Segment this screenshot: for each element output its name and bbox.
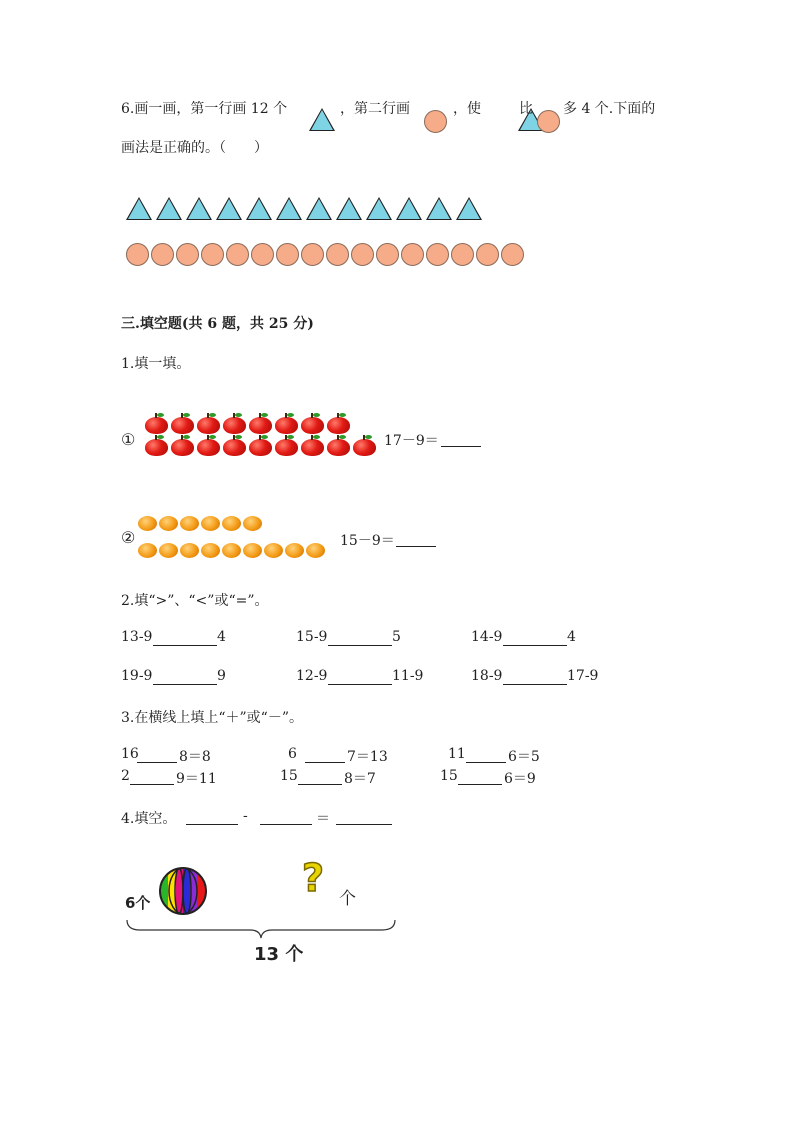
compare-left: 14-9 xyxy=(471,629,503,645)
compare-right: 4 xyxy=(567,629,576,645)
circle-icon xyxy=(176,243,199,266)
orange-icon xyxy=(138,543,157,558)
equals-sign: ＝ xyxy=(316,811,330,827)
q6-text-e: 多 4 个.下面的 xyxy=(563,101,656,117)
circle-icon xyxy=(301,243,324,266)
apple-icon xyxy=(171,439,194,456)
circle-icon xyxy=(376,243,399,266)
circle-icon xyxy=(126,243,149,266)
op-right: 9＝11 xyxy=(176,771,217,787)
q3-title: 3.在横线上填上“＋”或“－”。 xyxy=(121,710,303,726)
compare-left: 12-9 xyxy=(296,668,328,684)
apple-icon xyxy=(353,439,376,456)
circle-icon xyxy=(426,243,449,266)
operator-blank[interactable] xyxy=(466,748,506,763)
circle-icon xyxy=(326,243,349,266)
orange-row-1 xyxy=(138,516,327,531)
op-left: 2 xyxy=(121,768,130,784)
q6-line1 xyxy=(121,98,287,118)
oranges-image xyxy=(138,516,327,558)
circle-icon xyxy=(501,243,524,266)
op-right: 6＝5 xyxy=(508,749,540,765)
orange-icon xyxy=(180,516,199,531)
op-right: 6＝9 xyxy=(504,771,536,787)
circle-icon xyxy=(476,243,499,266)
apple-icon xyxy=(223,439,246,456)
triangle-icon xyxy=(246,197,272,220)
circle-icon xyxy=(226,243,249,266)
unknown-count-label: 个 xyxy=(339,889,356,909)
compare-right: 9 xyxy=(217,668,226,684)
compare-left: 15-9 xyxy=(296,629,328,645)
triangle-icon xyxy=(309,108,335,131)
circle-row xyxy=(126,243,524,266)
item-marker-2: ② xyxy=(121,528,136,547)
compare-right: 5 xyxy=(392,629,401,645)
circle-icon xyxy=(276,243,299,266)
op-right: 7＝13 xyxy=(347,749,388,765)
orange-icon xyxy=(222,516,241,531)
apple-icon xyxy=(249,417,272,434)
section-title: 三.填空题(共 6 题，共 25 分) xyxy=(121,316,314,332)
op-right: 8＝8 xyxy=(179,749,211,765)
item2-expression: 15－9＝ xyxy=(340,533,395,549)
compare-blank[interactable] xyxy=(328,631,392,646)
apple-icon xyxy=(197,439,220,456)
q2-title: 2.填“>”、“<”或“=”。 xyxy=(121,593,269,609)
triangle-icon xyxy=(126,197,152,220)
operator-blank[interactable] xyxy=(130,770,174,785)
op-left: 15 xyxy=(440,768,458,784)
triangle-icon xyxy=(456,197,482,220)
apple-icon xyxy=(249,439,272,456)
compare-blank[interactable] xyxy=(503,631,567,646)
curly-brace xyxy=(126,918,396,940)
circle-icon xyxy=(151,243,174,266)
compare-right: 4 xyxy=(217,629,226,645)
apple-icon xyxy=(223,417,246,434)
q6-text-c: ，使 xyxy=(453,101,481,117)
circle-icon xyxy=(251,243,274,266)
apple-icon xyxy=(145,417,168,434)
triangle-icon xyxy=(216,197,242,220)
apple-icon xyxy=(301,417,324,434)
triangle-icon xyxy=(276,197,302,220)
op-left: 16 xyxy=(121,746,139,762)
triangle-icon xyxy=(306,197,332,220)
operator-blank[interactable] xyxy=(137,748,177,763)
circle-icon xyxy=(351,243,374,266)
apple-icon xyxy=(197,417,220,434)
triangle-icon xyxy=(426,197,452,220)
compare-blank[interactable] xyxy=(503,670,567,685)
compare-blank[interactable] xyxy=(328,670,392,685)
triangle-icon xyxy=(336,197,362,220)
apple-icon xyxy=(275,417,298,434)
minus-sign: - xyxy=(243,808,248,824)
q6-text-a: 6.画一画，第一行画 12 个 xyxy=(121,101,288,117)
orange-icon xyxy=(243,516,262,531)
triangle-icon xyxy=(366,197,392,220)
orange-icon xyxy=(264,543,283,558)
orange-icon xyxy=(222,543,241,558)
q6-text-d: 比 xyxy=(519,101,533,117)
apple-row-2 xyxy=(145,439,379,456)
apple-icon xyxy=(275,439,298,456)
answer-blank[interactable] xyxy=(186,810,238,825)
apple-icon xyxy=(327,417,350,434)
apple-icon xyxy=(145,439,168,456)
op-left: 6 xyxy=(288,746,297,762)
orange-icon xyxy=(159,543,178,558)
orange-icon xyxy=(201,543,220,558)
op-left: 15 xyxy=(280,768,298,784)
operator-blank[interactable] xyxy=(298,770,342,785)
triangle-row xyxy=(126,197,482,220)
total-count-label: 13 个 xyxy=(254,944,304,965)
circle-icon xyxy=(537,110,560,133)
circle-icon xyxy=(401,243,424,266)
circle-icon xyxy=(451,243,474,266)
answer-blank[interactable] xyxy=(260,810,312,825)
orange-icon xyxy=(285,543,304,558)
op-left: 11 xyxy=(448,746,466,762)
orange-row-2 xyxy=(138,543,327,558)
compare-left: 13-9 xyxy=(121,629,153,645)
q1-title: 1.填一填。 xyxy=(121,356,191,372)
orange-icon xyxy=(306,543,325,558)
circle-icon xyxy=(201,243,224,266)
answer-blank[interactable] xyxy=(441,432,481,447)
question-mark-icon: ? xyxy=(302,856,325,900)
compare-right: 17-9 xyxy=(567,668,599,684)
orange-icon xyxy=(201,516,220,531)
circle-icon xyxy=(424,110,447,133)
compare-right: 11-9 xyxy=(392,668,424,684)
apple-icon xyxy=(171,417,194,434)
q6-text-b: ，第二行画 xyxy=(340,101,410,117)
apple-icon xyxy=(327,439,350,456)
triangle-icon xyxy=(186,197,212,220)
operator-blank[interactable] xyxy=(305,748,345,763)
item-marker-1: ① xyxy=(121,430,136,449)
apples-image xyxy=(145,417,379,456)
orange-icon xyxy=(138,516,157,531)
operator-blank[interactable] xyxy=(458,770,502,785)
item1-expression: 17－9＝ xyxy=(384,433,439,449)
orange-icon xyxy=(159,516,178,531)
q6-line2: 画法是正确的。（ ） xyxy=(121,140,268,156)
orange-icon xyxy=(243,543,262,558)
apple-icon xyxy=(301,439,324,456)
triangle-icon xyxy=(156,197,182,220)
compare-left: 18-9 xyxy=(471,668,503,684)
ball-icon xyxy=(158,866,208,916)
compare-left: 19-9 xyxy=(121,668,153,684)
op-right: 8＝7 xyxy=(344,771,376,787)
left-count-label: 6个 xyxy=(125,894,151,912)
apple-row-1 xyxy=(145,417,379,434)
answer-blank[interactable] xyxy=(336,810,392,825)
q4-title: 4.填空。 xyxy=(121,811,177,827)
compare-blank[interactable] xyxy=(153,670,217,685)
compare-blank[interactable] xyxy=(153,631,217,646)
orange-icon xyxy=(180,543,199,558)
answer-blank[interactable] xyxy=(396,532,436,547)
triangle-icon xyxy=(396,197,422,220)
